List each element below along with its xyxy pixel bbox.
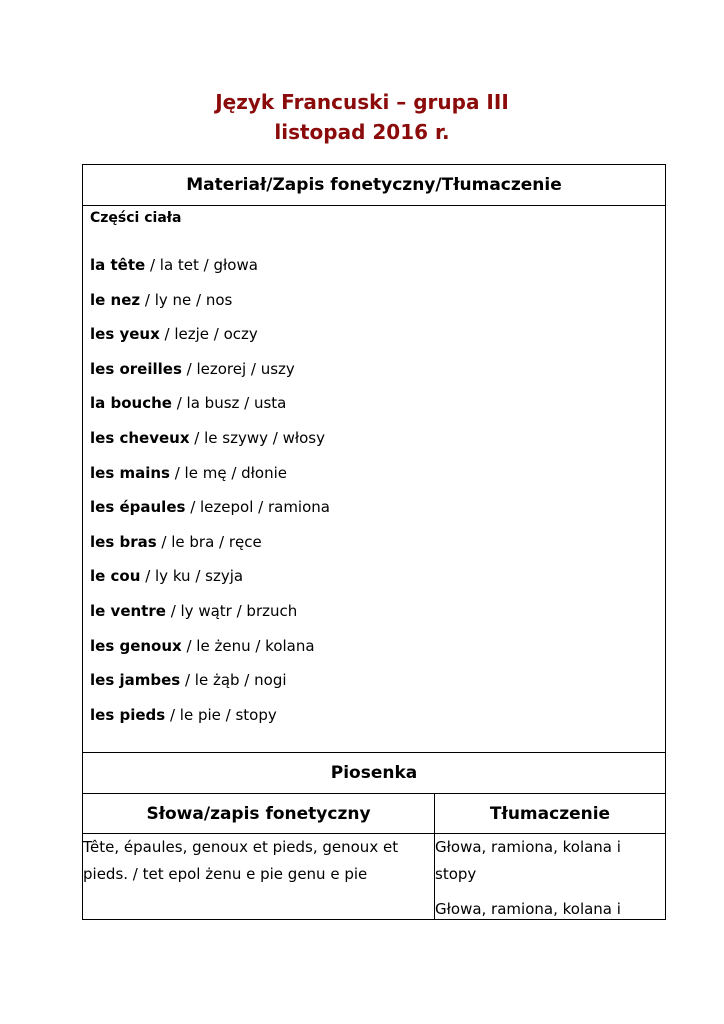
vocab-phonetic-translation: / le żenu / kolana — [181, 636, 315, 655]
vocab-word: la bouche — [90, 394, 172, 413]
vocab-item — [90, 669, 330, 704]
vocab-phonetic-translation: / le mę / dłonie — [169, 463, 288, 482]
vocab-phonetic-translation: / le pie / stopy — [165, 705, 277, 724]
vocab-item — [90, 635, 330, 670]
translation-line-2: Głowa, ramiona, kolana i — [435, 900, 621, 918]
vocab-word: le nez — [90, 290, 141, 309]
section-heading: Części ciała — [90, 210, 182, 226]
vocab-word: les épaules — [90, 498, 186, 517]
vocabulary-cell — [82, 205, 666, 753]
translation-cell — [434, 833, 666, 920]
lyrics-text: Tête, épaules, genoux et pieds, genoux et pieds. / tet epol żenu e pie genu e pie — [83, 838, 399, 883]
vocab-word: le ventre — [90, 601, 166, 620]
document-subtitle-date: listopad 2016 r. — [274, 120, 450, 144]
vocab-phonetic-translation: / lezje / oczy — [159, 325, 258, 344]
vocab-word: les cheveux — [90, 428, 190, 447]
vocab-phonetic-translation: / la tet / głowa — [145, 256, 258, 274]
vocab-item — [90, 600, 330, 635]
vocab-word: le cou — [90, 567, 141, 586]
vocab-word: les genoux — [90, 636, 182, 655]
vocabulary-list — [90, 254, 330, 738]
vocab-item — [90, 496, 330, 531]
vocab-phonetic-translation: / ly wątr / brzuch — [165, 601, 298, 620]
translation-column-header: Tłumaczenie — [434, 793, 666, 834]
vocab-phonetic-translation: / ly ne / nos — [140, 290, 233, 309]
vocab-word: les pieds — [90, 705, 166, 724]
vocab-phonetic-translation: / le szywy / włosy — [189, 428, 325, 447]
vocab-phonetic-translation: / lezepol / ramiona — [185, 498, 330, 517]
vocab-phonetic-translation: / le bra / ręce — [156, 532, 262, 551]
vocab-item — [90, 323, 330, 358]
vocab-item — [90, 358, 330, 393]
vocab-word: les oreilles — [90, 359, 182, 378]
vocab-word: les mains — [90, 463, 170, 482]
lyrics-column-header: Słowa/zapis fonetyczny — [82, 793, 435, 834]
song-section-title: Piosenka — [82, 752, 666, 794]
vocab-item — [90, 254, 330, 289]
vocab-item — [90, 427, 330, 462]
translation-line-1: Głowa, ramiona, kolana i stopy — [435, 838, 621, 883]
vocab-phonetic-translation: / la busz / usta — [171, 394, 287, 413]
vocab-item — [90, 565, 330, 600]
vocab-word: les yeux — [90, 325, 160, 344]
vocab-phonetic-translation: / ly ku / szyja — [140, 567, 244, 586]
table-header: Materiał/Zapis fonetyczny/Tłumaczenie — [82, 164, 666, 206]
vocab-word: la tête — [90, 256, 146, 274]
vocab-item — [90, 392, 330, 427]
vocab-item — [90, 289, 330, 324]
vocab-item — [90, 462, 330, 497]
vocab-item — [90, 531, 330, 566]
document-title: Język Francuski – grupa III — [215, 90, 509, 114]
vocab-word: les jambes — [90, 671, 181, 690]
vocab-phonetic-translation: / lezorej / uszy — [181, 359, 295, 378]
vocab-item — [90, 704, 330, 739]
lyrics-cell — [82, 833, 435, 920]
vocab-word: les bras — [90, 532, 157, 551]
vocab-phonetic-translation: / le żąb / nogi — [180, 671, 287, 690]
